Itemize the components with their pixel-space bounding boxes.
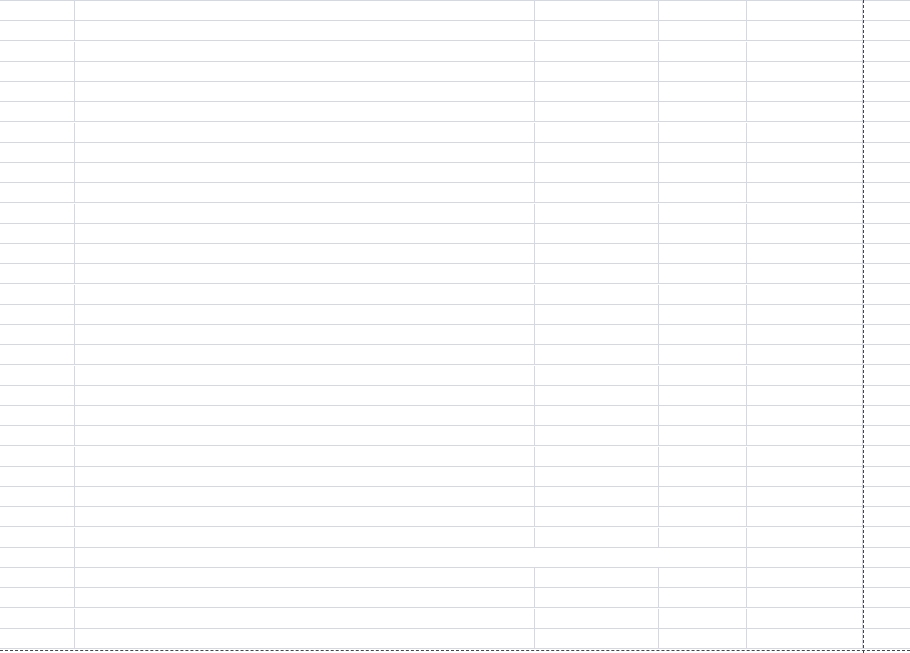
cell-B30[interactable] [75, 588, 535, 607]
cell-E32[interactable] [747, 629, 863, 648]
cell-F19[interactable] [863, 366, 910, 385]
table-row [0, 548, 910, 568]
cell-A14[interactable] [0, 264, 75, 283]
cell-B22[interactable] [75, 426, 535, 445]
cell-C30[interactable] [535, 588, 659, 607]
cell-D10[interactable] [659, 183, 747, 202]
cell-B2[interactable] [75, 21, 535, 40]
cell-E24[interactable] [747, 467, 863, 486]
table-row [0, 82, 910, 102]
cell-A20[interactable] [0, 386, 75, 405]
cell-C19[interactable] [535, 366, 659, 385]
cell-F22[interactable] [863, 426, 910, 445]
cell-F25[interactable] [863, 487, 910, 506]
cell-D22[interactable] [659, 426, 747, 445]
table-row [0, 507, 910, 527]
cell-B24[interactable] [75, 467, 535, 486]
cell-A10[interactable] [0, 183, 75, 202]
cell-A28[interactable] [0, 548, 75, 567]
cell-C24[interactable] [535, 467, 659, 486]
cell-F4[interactable] [863, 62, 910, 81]
table-row [0, 467, 910, 487]
cell-F20[interactable] [863, 386, 910, 405]
cell-E23[interactable] [747, 447, 863, 466]
cell-A23[interactable] [0, 447, 75, 466]
cell-A30[interactable] [0, 588, 75, 607]
cell-E17[interactable] [747, 325, 863, 344]
cell-E20[interactable] [747, 386, 863, 405]
cell-C1[interactable] [535, 1, 659, 20]
cell-C25[interactable] [535, 487, 659, 506]
cell-F27[interactable] [863, 528, 910, 547]
table-row [0, 609, 910, 629]
cell-E21[interactable] [747, 406, 863, 425]
table-row [0, 568, 910, 588]
cell-A26[interactable] [0, 507, 75, 526]
cell-C9[interactable] [535, 163, 659, 182]
cell-E26[interactable] [747, 507, 863, 526]
cell-B7[interactable] [75, 123, 535, 142]
cell-D2[interactable] [659, 21, 747, 40]
table-row [0, 406, 910, 426]
cell-E22[interactable] [747, 426, 863, 445]
cell-C31[interactable] [535, 609, 659, 628]
table-row [0, 325, 910, 345]
cell-E29[interactable] [747, 568, 863, 587]
cell-D29[interactable] [659, 568, 747, 587]
cell-C29[interactable] [535, 568, 659, 587]
cell-A6[interactable] [0, 102, 75, 121]
page-break-horizontal [0, 650, 910, 651]
cell-D24[interactable] [659, 467, 747, 486]
cell-B8[interactable] [75, 143, 535, 162]
cell-A7[interactable] [0, 123, 75, 142]
cell-B10[interactable] [75, 183, 535, 202]
cell-D26[interactable] [659, 507, 747, 526]
cell-F9[interactable] [863, 163, 910, 182]
cell-F31[interactable] [863, 609, 910, 628]
table-row [0, 244, 910, 264]
table-row [0, 143, 910, 163]
cell-F8[interactable] [863, 143, 910, 162]
table-row [0, 123, 910, 143]
cell-F6[interactable] [863, 102, 910, 121]
cell-D16[interactable] [659, 305, 747, 324]
cell-A31[interactable] [0, 609, 75, 628]
page-break-vertical [863, 0, 864, 653]
table-row [0, 102, 910, 122]
table-row [0, 21, 910, 41]
cell-F29[interactable] [863, 568, 910, 587]
cell-C6[interactable] [535, 102, 659, 121]
cell-C23[interactable] [535, 447, 659, 466]
cell-A9[interactable] [0, 163, 75, 182]
cell-F21[interactable] [863, 406, 910, 425]
cell-B21[interactable] [75, 406, 535, 425]
cell-D4[interactable] [659, 62, 747, 81]
cell-A12[interactable] [0, 224, 75, 243]
cell-D18[interactable] [659, 345, 747, 364]
cell-F30[interactable] [863, 588, 910, 607]
cell-A8[interactable] [0, 143, 75, 162]
cell-B3[interactable] [75, 42, 535, 61]
cell-E31[interactable] [747, 609, 863, 628]
cell-B1[interactable] [75, 1, 535, 20]
table-row [0, 1, 910, 21]
cell-D12[interactable] [659, 224, 747, 243]
table-row [0, 447, 910, 467]
cell-D27[interactable] [659, 528, 747, 547]
cell-B28[interactable] [75, 548, 747, 567]
cell-E3[interactable] [747, 42, 863, 61]
cell-B13[interactable] [75, 244, 535, 263]
cell-A3[interactable] [0, 42, 75, 61]
table-row [0, 426, 910, 446]
cell-F14[interactable] [863, 264, 910, 283]
cell-D31[interactable] [659, 609, 747, 628]
table-row [0, 42, 910, 62]
cell-A17[interactable] [0, 325, 75, 344]
cell-C7[interactable] [535, 123, 659, 142]
cell-D7[interactable] [659, 123, 747, 142]
cell-C10[interactable] [535, 183, 659, 202]
cell-D8[interactable] [659, 143, 747, 162]
cell-D1[interactable] [659, 1, 747, 20]
cell-D5[interactable] [659, 82, 747, 101]
cell-A1[interactable] [0, 1, 75, 20]
cell-D13[interactable] [659, 244, 747, 263]
cell-F17[interactable] [863, 325, 910, 344]
cell-A22[interactable] [0, 426, 75, 445]
cell-A11[interactable] [0, 204, 75, 223]
cell-C18[interactable] [535, 345, 659, 364]
cell-B14[interactable] [75, 264, 535, 283]
cell-B6[interactable] [75, 102, 535, 121]
table-row [0, 528, 910, 548]
table-row [0, 264, 910, 284]
cell-C26[interactable] [535, 507, 659, 526]
cell-C27[interactable] [535, 528, 659, 547]
cell-A5[interactable] [0, 82, 75, 101]
cell-C21[interactable] [535, 406, 659, 425]
cell-C20[interactable] [535, 386, 659, 405]
cell-C17[interactable] [535, 325, 659, 344]
cell-F18[interactable] [863, 345, 910, 364]
cell-C11[interactable] [535, 204, 659, 223]
table-row [0, 487, 910, 507]
cell-D23[interactable] [659, 447, 747, 466]
cell-C12[interactable] [535, 224, 659, 243]
cell-C15[interactable] [535, 285, 659, 304]
cell-B27[interactable] [75, 528, 535, 547]
cell-A27[interactable] [0, 528, 75, 547]
cell-D9[interactable] [659, 163, 747, 182]
cell-C14[interactable] [535, 264, 659, 283]
cell-F2[interactable] [863, 21, 910, 40]
cell-E2[interactable] [747, 21, 863, 40]
table-row [0, 285, 910, 305]
cell-A2[interactable] [0, 21, 75, 40]
cell-D25[interactable] [659, 487, 747, 506]
cell-F23[interactable] [863, 447, 910, 466]
cell-E28[interactable] [747, 548, 863, 567]
cell-B31[interactable] [75, 609, 535, 628]
table-row [0, 629, 910, 649]
cell-A13[interactable] [0, 244, 75, 263]
cell-F10[interactable] [863, 183, 910, 202]
cell-F15[interactable] [863, 285, 910, 304]
cell-E5[interactable] [747, 82, 863, 101]
cell-E13[interactable] [747, 244, 863, 263]
cell-B17[interactable] [75, 325, 535, 344]
table-row [0, 62, 910, 82]
cell-C22[interactable] [535, 426, 659, 445]
cell-F28[interactable] [863, 548, 910, 567]
cell-A16[interactable] [0, 305, 75, 324]
cell-E30[interactable] [747, 588, 863, 607]
table-row [0, 345, 910, 365]
table-row [0, 204, 910, 224]
cell-D19[interactable] [659, 366, 747, 385]
cell-B19[interactable] [75, 366, 535, 385]
cell-A25[interactable] [0, 487, 75, 506]
cell-B20[interactable] [75, 386, 535, 405]
cell-F32[interactable] [863, 629, 910, 648]
cell-B5[interactable] [75, 82, 535, 101]
cell-F26[interactable] [863, 507, 910, 526]
cell-A32[interactable] [0, 629, 75, 648]
cell-A19[interactable] [0, 366, 75, 385]
cell-B18[interactable] [75, 345, 535, 364]
cell-B9[interactable] [75, 163, 535, 182]
cell-F16[interactable] [863, 305, 910, 324]
cell-B26[interactable] [75, 507, 535, 526]
cell-D15[interactable] [659, 285, 747, 304]
cell-C4[interactable] [535, 62, 659, 81]
table-row [0, 183, 910, 203]
cell-B29[interactable] [75, 568, 535, 587]
cell-F13[interactable] [863, 244, 910, 263]
cell-B11[interactable] [75, 204, 535, 223]
cell-D6[interactable] [659, 102, 747, 121]
cell-A21[interactable] [0, 406, 75, 425]
cell-E7[interactable] [747, 123, 863, 142]
cell-D11[interactable] [659, 204, 747, 223]
table-row [0, 366, 910, 386]
cell-D14[interactable] [659, 264, 747, 283]
cell-C32[interactable] [535, 629, 659, 648]
cell-B23[interactable] [75, 447, 535, 466]
cell-F7[interactable] [863, 123, 910, 142]
cell-E12[interactable] [747, 224, 863, 243]
cell-A15[interactable] [0, 285, 75, 304]
cell-F12[interactable] [863, 224, 910, 243]
cell-E1[interactable] [747, 1, 863, 20]
cell-A29[interactable] [0, 568, 75, 587]
cell-E27[interactable] [747, 528, 863, 547]
cell-B32[interactable] [75, 629, 535, 648]
cell-D20[interactable] [659, 386, 747, 405]
cell-E25[interactable] [747, 487, 863, 506]
cell-F11[interactable] [863, 204, 910, 223]
table-row [0, 305, 910, 325]
table-row [0, 163, 910, 183]
cell-C16[interactable] [535, 305, 659, 324]
cell-C8[interactable] [535, 143, 659, 162]
table-row [0, 386, 910, 406]
cell-E4[interactable] [747, 62, 863, 81]
cell-E19[interactable] [747, 366, 863, 385]
cell-F5[interactable] [863, 82, 910, 101]
cell-D17[interactable] [659, 325, 747, 344]
cell-D30[interactable] [659, 588, 747, 607]
cell-D32[interactable] [659, 629, 747, 648]
cell-B16[interactable] [75, 305, 535, 324]
cell-E14[interactable] [747, 264, 863, 283]
cell-B12[interactable] [75, 224, 535, 243]
cell-E18[interactable] [747, 345, 863, 364]
cell-B4[interactable] [75, 62, 535, 81]
cell-E11[interactable] [747, 204, 863, 223]
cell-F1[interactable] [863, 1, 910, 20]
cell-E8[interactable] [747, 143, 863, 162]
cell-F3[interactable] [863, 42, 910, 61]
cell-C13[interactable] [535, 244, 659, 263]
cell-D21[interactable] [659, 406, 747, 425]
cell-E16[interactable] [747, 305, 863, 324]
cell-E15[interactable] [747, 285, 863, 304]
cell-A18[interactable] [0, 345, 75, 364]
cell-E6[interactable] [747, 102, 863, 121]
cell-B15[interactable] [75, 285, 535, 304]
table-row [0, 588, 910, 608]
cell-F24[interactable] [863, 467, 910, 486]
cell-C2[interactable] [535, 21, 659, 40]
cell-B25[interactable] [75, 487, 535, 506]
cell-C3[interactable] [535, 42, 659, 61]
cell-E10[interactable] [747, 183, 863, 202]
cell-D3[interactable] [659, 42, 747, 61]
cell-A24[interactable] [0, 467, 75, 486]
cell-A4[interactable] [0, 62, 75, 81]
table-row [0, 224, 910, 244]
cell-C5[interactable] [535, 82, 659, 101]
cell-E9[interactable] [747, 163, 863, 182]
